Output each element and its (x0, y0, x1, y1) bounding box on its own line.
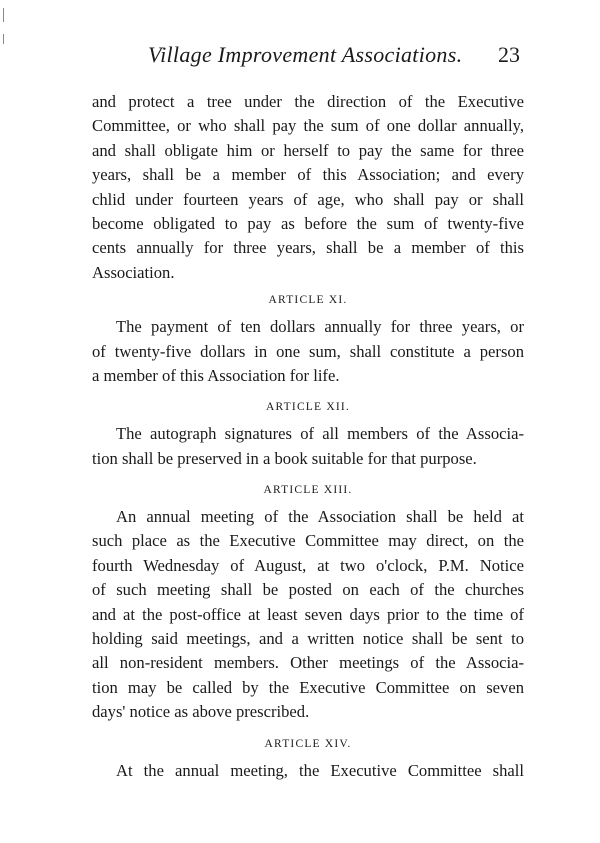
text-line: At the annual meeting, the Executive Committee shall (116, 760, 524, 780)
article-section (92, 725, 524, 783)
article-heading: ARTICLE XIV. (264, 737, 352, 750)
article-heading: ARTICLE XI. (268, 294, 348, 307)
scan-edge-mark (3, 34, 4, 44)
paragraph-continued (92, 90, 524, 285)
text-line: tion shall be preserved in a book suitable for that purpose. (92, 448, 477, 468)
text-line: fourth Wednesday of August, at two o'clock, P.M. Notice (92, 555, 524, 575)
text-line: such place as the Executive Committee may direct, on the (92, 531, 524, 551)
text-line: become obligated to pay as before the sum of twenty-five (92, 213, 524, 233)
page-number: 23 (498, 42, 520, 67)
scan-edge-mark (3, 8, 4, 22)
text-line: of twenty-five dollars in one sum, shall constitute a person (92, 341, 524, 361)
article-heading: ARTICLE XII. (266, 401, 350, 414)
article-heading: ARTICLE XIII. (263, 484, 353, 497)
text-line: chlid under fourteen years of age, who shall pay or shall (92, 189, 524, 209)
article-section (92, 388, 524, 471)
running-title: Village Improvement Associations. (148, 42, 463, 67)
text-line: Committee, or who shall pay the sum of one dollar annually, (92, 116, 524, 136)
text-line: and protect a tree under the direction of the Executive (92, 92, 524, 111)
text-line: tion may be called by the Executive Committee on seven (92, 677, 524, 697)
text-line: days' notice as above prescribed. (92, 702, 310, 722)
text-line: and shall obligate him or herself to pay the same for three (92, 140, 524, 160)
running-header (92, 42, 524, 72)
text-line: of such meeting shall be posted on each of the churches (92, 580, 524, 600)
text-line: holding said meetings, and a written notice shall be sent to (92, 629, 524, 649)
text-line: The autograph signatures of all members of the Associa- (116, 424, 524, 444)
text-line: years, shall be a member of this Association; and every (92, 165, 524, 185)
text-line: An annual meeting of the Association shall be held at (116, 507, 524, 527)
body-text (92, 90, 524, 783)
text-line: cents annually for three years, shall be a member of this (92, 238, 524, 258)
text-line: a member of this Association for life. (92, 365, 340, 385)
text-line: and at the post-office at least seven days prior to the time of (92, 604, 524, 624)
text-line: Association. (92, 262, 175, 282)
article-section (92, 471, 524, 725)
text-line: The payment of ten dollars annually for three years, or (116, 317, 524, 337)
article-section (92, 285, 524, 388)
text-line: all non-resident members. Other meetings of the Associa- (92, 653, 524, 673)
